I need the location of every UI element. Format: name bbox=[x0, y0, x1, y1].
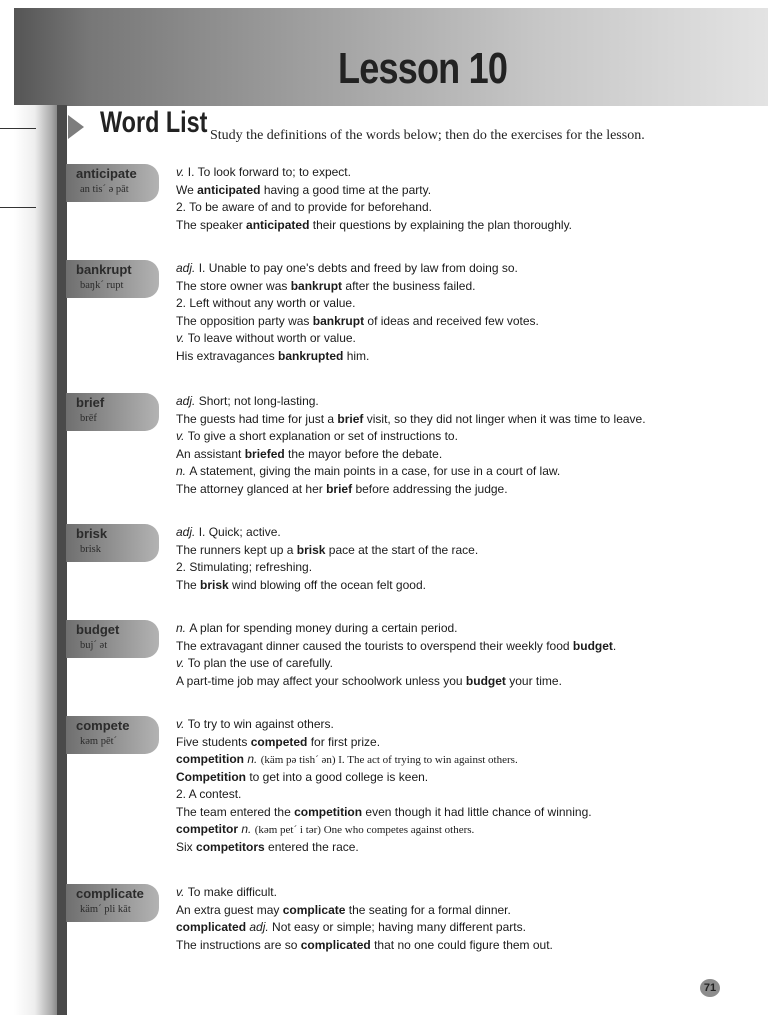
definition-text: 2. Left without any worth or value. bbox=[176, 296, 356, 310]
definition-text: A plan for spending money during a certain period. bbox=[189, 621, 458, 635]
definition-text: To make difficult. bbox=[187, 885, 277, 899]
vocab-word: competitor bbox=[176, 822, 242, 836]
definition-line bbox=[176, 839, 768, 857]
word-tab bbox=[66, 260, 159, 298]
definition-text: To try to win against others. bbox=[187, 717, 334, 731]
vocab-word: brisk bbox=[200, 577, 233, 592]
part-of-speech: n. bbox=[241, 822, 255, 836]
definition-text: that no one could figure them out. bbox=[374, 937, 553, 952]
vocab-word: complicated bbox=[300, 937, 375, 952]
definition-line bbox=[176, 295, 768, 313]
word-tab-pronunciation: brēf bbox=[80, 413, 97, 424]
definition-line bbox=[176, 217, 768, 235]
part-of-speech: adj. bbox=[176, 394, 199, 408]
word-tab bbox=[66, 393, 159, 431]
definition-line bbox=[176, 751, 768, 769]
definition-line bbox=[176, 348, 768, 366]
definition-text: I. To look forward to; to expect. bbox=[187, 165, 351, 179]
word-tab-pronunciation: baŋk´ rupt bbox=[80, 280, 124, 291]
word-tab bbox=[66, 716, 159, 754]
definition-line bbox=[176, 937, 768, 955]
part-of-speech: v. bbox=[176, 331, 188, 345]
definition-text: before addressing the judge. bbox=[355, 481, 508, 496]
definition-line bbox=[176, 463, 768, 481]
definition-text: I. Unable to pay one's debts and freed by law from doing so. bbox=[198, 261, 518, 275]
definition-text: A statement, giving the main points in a case, for use in a court of law. bbox=[189, 464, 561, 478]
definition-line bbox=[176, 884, 768, 902]
definition-line bbox=[176, 769, 768, 787]
definition-line bbox=[176, 638, 768, 656]
definition-text: An assistant bbox=[176, 446, 245, 461]
part-of-speech: v. bbox=[176, 429, 188, 443]
word-tab bbox=[66, 524, 159, 562]
vocab-word: complicated bbox=[176, 920, 250, 934]
vocab-word: competitors bbox=[196, 839, 269, 854]
definition-text: even though it had little chance of winning. bbox=[365, 804, 592, 819]
word-tab-word: brisk bbox=[76, 526, 108, 541]
definition-text: Short; not long-lasting. bbox=[198, 394, 319, 408]
definition-block bbox=[176, 884, 768, 954]
definition-line bbox=[176, 199, 768, 217]
word-tab-word: bankrupt bbox=[76, 262, 132, 277]
word-tab-word: compete bbox=[76, 718, 130, 733]
part-of-speech: n. bbox=[176, 464, 190, 478]
word-list-intro: Study the definitions of the words below; then do the exercises for the lesson. bbox=[210, 128, 645, 143]
definition-text: We bbox=[176, 182, 198, 197]
definition-line bbox=[176, 481, 768, 499]
definition-text: to get into a good college is keen. bbox=[249, 769, 429, 784]
vocab-word: budget bbox=[572, 638, 613, 653]
definition-text: their questions by explaining the plan thoroughly. bbox=[312, 217, 573, 232]
part-of-speech: v. bbox=[176, 717, 188, 731]
definition-text: . bbox=[612, 638, 617, 653]
definition-line bbox=[176, 919, 768, 937]
definition-text: Six bbox=[176, 839, 197, 854]
definition-block bbox=[176, 524, 768, 594]
part-of-speech: n. bbox=[247, 752, 261, 766]
definition-line bbox=[176, 313, 768, 331]
word-tab-pronunciation: buj´ ət bbox=[80, 640, 108, 651]
definition-text: entered the race. bbox=[268, 839, 359, 854]
definition-text: To plan the use of carefully. bbox=[187, 656, 333, 670]
definition-line bbox=[176, 411, 768, 429]
vocab-word: briefed bbox=[244, 446, 289, 461]
definition-text: 2. To be aware of and to provide for beforehand. bbox=[176, 200, 432, 214]
definition-text: I. Quick; active. bbox=[198, 525, 281, 539]
definition-text: 2. A contest. bbox=[176, 787, 242, 801]
vocab-word: competition bbox=[294, 804, 366, 819]
definition-text: A part-time job may affect your schoolwork unless you bbox=[176, 673, 466, 688]
vocab-word: bankrupt bbox=[290, 278, 346, 293]
word-tab bbox=[66, 620, 159, 658]
inline-text: (kəm pet´ i tər) One who competes against others. bbox=[254, 824, 475, 836]
word-tab-word: anticipate bbox=[76, 166, 137, 181]
definition-text: The attorney glanced at her bbox=[176, 481, 327, 496]
definition-line bbox=[176, 542, 768, 560]
vocab-word: anticipated bbox=[197, 182, 264, 197]
definition-line bbox=[176, 673, 768, 691]
vocab-word: brief bbox=[326, 481, 356, 496]
definition-line bbox=[176, 716, 768, 734]
definition-line bbox=[176, 260, 768, 278]
definition-text: your time. bbox=[509, 673, 562, 688]
definition-text: for first prize. bbox=[310, 734, 381, 749]
vocab-word: budget bbox=[465, 673, 510, 688]
vocab-word: bankrupted bbox=[278, 348, 347, 363]
definition-text: visit, so they did not linger when it was time to leave. bbox=[366, 411, 646, 426]
vocab-word: brief bbox=[337, 411, 367, 426]
word-tab bbox=[66, 164, 159, 202]
part-of-speech: v. bbox=[176, 885, 188, 899]
definition-text: the mayor before the debate. bbox=[288, 446, 443, 461]
vocab-word: brisk bbox=[296, 542, 329, 557]
part-of-speech: adj. bbox=[176, 525, 199, 539]
part-of-speech: v. bbox=[176, 656, 188, 670]
definition-line bbox=[176, 734, 768, 752]
definition-text: after the business failed. bbox=[345, 278, 476, 293]
word-tab-pronunciation: an tis´ ə pāt bbox=[80, 184, 129, 195]
definition-line bbox=[176, 786, 768, 804]
definition-line bbox=[176, 524, 768, 542]
definition-block bbox=[176, 393, 768, 498]
definition-line bbox=[176, 164, 768, 182]
inline-text: (käm pə tish´ ən) I. The act of trying to win against others. bbox=[260, 754, 518, 766]
definition-line bbox=[176, 428, 768, 446]
definition-text: The extravagant dinner caused the tourists to overspend their weekly food bbox=[176, 638, 573, 653]
part-of-speech: n. bbox=[176, 621, 190, 635]
margin-tick bbox=[0, 128, 36, 129]
definition-line bbox=[176, 278, 768, 296]
definition-text: The speaker bbox=[176, 217, 247, 232]
definition-text: of ideas and received few votes. bbox=[367, 313, 539, 328]
definition-text: To give a short explanation or set of instructions to. bbox=[187, 429, 458, 443]
vocab-word: complicate bbox=[282, 902, 349, 917]
definition-block bbox=[176, 164, 768, 234]
part-of-speech: adj. bbox=[249, 920, 273, 934]
definition-line bbox=[176, 182, 768, 200]
word-tab-word: brief bbox=[76, 395, 105, 410]
word-tab-pronunciation: kəm pēt´ bbox=[80, 736, 118, 747]
word-tab-pronunciation: käm´ pli kāt bbox=[80, 904, 131, 915]
part-of-speech: v. bbox=[176, 165, 188, 179]
definition-text: 2. Stimulating; refreshing. bbox=[176, 560, 313, 574]
definition-line bbox=[176, 902, 768, 920]
definition-text: Not easy or simple; having many different parts. bbox=[272, 920, 526, 934]
definition-text: the seating for a formal dinner. bbox=[348, 902, 511, 917]
definition-text: The guests had time for just a bbox=[176, 411, 338, 426]
definition-text: Five students bbox=[176, 734, 251, 749]
definition-text: him. bbox=[346, 348, 370, 363]
lesson-title: Lesson 10 bbox=[338, 44, 508, 93]
word-tab-pronunciation: brisk bbox=[80, 544, 101, 555]
definition-text: His extravagances bbox=[176, 348, 279, 363]
vocab-word: Competition bbox=[176, 769, 250, 784]
word-tab bbox=[66, 884, 159, 922]
word-tab-word: budget bbox=[76, 622, 120, 637]
definition-block bbox=[176, 716, 768, 856]
definition-text: The store owner was bbox=[176, 278, 291, 293]
word-tab-word: complicate bbox=[76, 886, 144, 901]
definition-block bbox=[176, 620, 768, 690]
definition-block bbox=[176, 260, 768, 365]
definition-text: wind blowing off the ocean felt good. bbox=[232, 577, 426, 592]
definition-text: having a good time at the party. bbox=[263, 182, 432, 197]
vocab-word: anticipated bbox=[246, 217, 313, 232]
definition-text: The team entered the bbox=[176, 804, 295, 819]
word-list-arrow-icon bbox=[68, 115, 84, 139]
definition-line bbox=[176, 620, 768, 638]
part-of-speech: adj. bbox=[176, 261, 199, 275]
definition-line bbox=[176, 393, 768, 411]
margin-tick bbox=[0, 207, 36, 208]
vocab-word: competition bbox=[176, 752, 248, 766]
definition-line bbox=[176, 577, 768, 595]
page-number: 71 bbox=[700, 979, 720, 997]
definition-line bbox=[176, 821, 768, 839]
definition-line bbox=[176, 804, 768, 822]
definition-text: The opposition party was bbox=[176, 313, 313, 328]
definition-text: The instructions are so bbox=[176, 937, 301, 952]
definition-text: The runners kept up a bbox=[176, 542, 297, 557]
definition-line bbox=[176, 446, 768, 464]
definition-line bbox=[176, 655, 768, 673]
definition-line bbox=[176, 559, 768, 577]
definition-text: The bbox=[176, 577, 201, 592]
word-list-heading: Word List bbox=[100, 106, 208, 139]
definition-line bbox=[176, 330, 768, 348]
definition-text: An extra guest may bbox=[176, 902, 283, 917]
definition-text: To leave without worth or value. bbox=[187, 331, 356, 345]
vocab-word: competed bbox=[250, 734, 311, 749]
definition-text: pace at the start of the race. bbox=[328, 542, 479, 557]
vocab-word: bankrupt bbox=[312, 313, 368, 328]
